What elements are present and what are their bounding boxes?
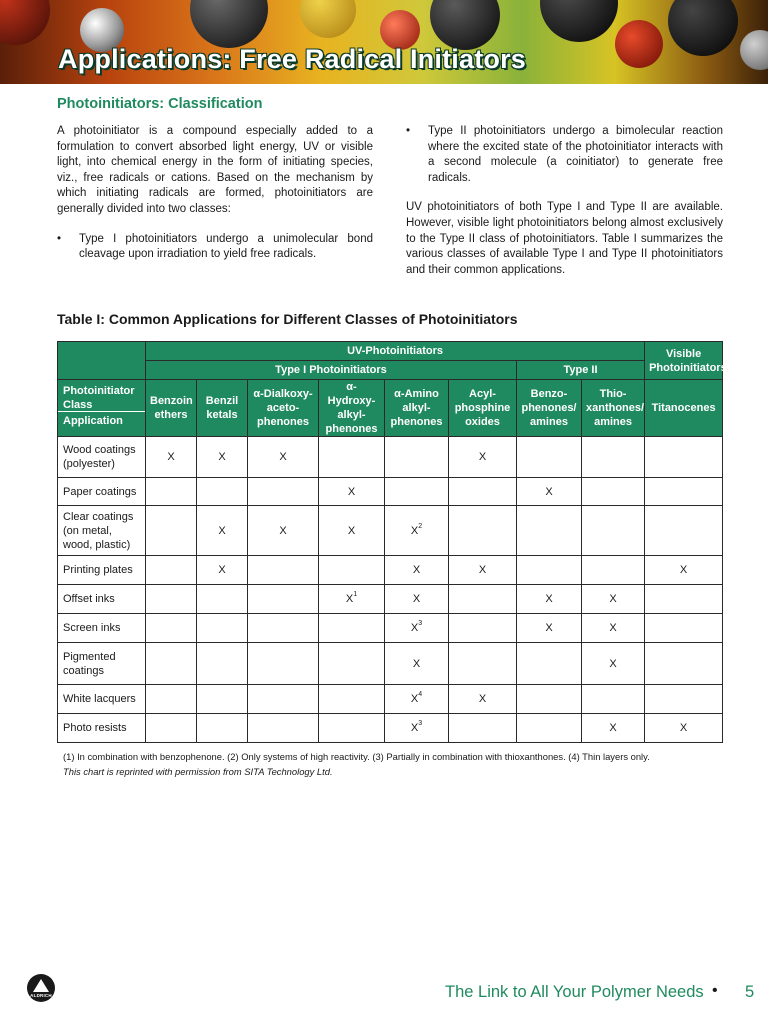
mark-cell — [449, 685, 517, 714]
mark-cell — [248, 643, 319, 685]
mark-cell — [248, 714, 319, 743]
mark-value: X — [609, 722, 617, 734]
column-header-line: phenones/ — [521, 402, 577, 414]
column-header-line: aceto- — [266, 402, 300, 414]
column-header-line: α-Dialkoxy- — [253, 388, 313, 400]
application-cell — [58, 585, 146, 614]
column-header-line: alkyl- — [337, 409, 366, 421]
footnote-text: (1) In combination with benzophenone. (2) Only systems of high reactivity. (3) Partially in combination with thioxanthones. (4) Thin layers only. — [63, 751, 650, 762]
mark-value: X — [478, 451, 487, 463]
column-header-line: Benzo- — [530, 388, 568, 400]
mark-value: X — [545, 593, 553, 605]
table-title: Table I: Common Applications for Different Classes of Photoinitiators — [57, 311, 518, 327]
application-line: Photo resists — [63, 722, 127, 734]
application-cell — [58, 506, 146, 556]
application-cell — [58, 478, 146, 506]
molecule-ball-decor — [615, 20, 663, 68]
mark-value: X — [218, 524, 226, 537]
application-line: wood, plastic) — [63, 538, 131, 551]
application-line: White lacquers — [63, 693, 136, 705]
type2-header: Type II — [517, 361, 645, 380]
bullet-type1 — [57, 232, 373, 263]
uv-header: UV-Photoinitiators — [146, 342, 645, 361]
mark-cell — [146, 478, 197, 506]
credit-text: This chart is reprinted with permission from SITA Technology Ltd. — [63, 766, 333, 777]
footnote-ref: 3 — [418, 620, 423, 627]
logo-triangle — [33, 979, 49, 992]
column-header — [146, 380, 197, 437]
application-label: Application — [58, 411, 145, 430]
type1-header: Type I Photoinitiators — [146, 361, 517, 380]
mark-value: $X^2$ — [410, 522, 423, 537]
table-row — [58, 685, 723, 714]
mark-cell — [517, 614, 582, 643]
mark-cell — [385, 714, 449, 743]
mark-cell — [146, 643, 197, 685]
table-row — [58, 506, 723, 556]
mark-value: X — [679, 722, 688, 734]
mark-cell — [645, 437, 723, 478]
mark-cell — [449, 643, 517, 685]
table-row — [58, 478, 723, 506]
mark-cell — [385, 506, 449, 556]
summary-paragraph: UV photoinitiators of both Type I and Type II are available. However, visible light photoinitiators belong almost exclusively to the Type II class of photoinitiators. Table I summarizes the various classes of available Type I and Type II photoinitiators and their common applications. — [406, 201, 723, 276]
mark-cell — [146, 714, 197, 743]
table-row — [58, 643, 723, 685]
column-header-line: Benzil — [205, 395, 239, 407]
mark-value: X — [609, 657, 617, 670]
mark-cell — [645, 714, 723, 743]
mark-cell — [645, 506, 723, 556]
mark-cell — [645, 478, 723, 506]
application-cell — [58, 556, 146, 585]
column-header — [248, 380, 319, 437]
mark-value: X — [218, 451, 226, 463]
column-header — [449, 380, 517, 437]
application-line: Clear coatings — [63, 510, 134, 523]
footnote-ref: 3 — [418, 720, 423, 727]
section-heading: Photoinitiators: Classification — [57, 96, 263, 112]
header-banner — [0, 0, 768, 84]
bullet-type2 — [406, 124, 723, 186]
table-row — [58, 556, 723, 585]
mark-value: $X^3$ — [410, 620, 423, 634]
application-line: Printing plates — [63, 564, 133, 576]
application-line: Paper coatings — [63, 485, 137, 498]
mark-cell — [248, 614, 319, 643]
column-header-line: α-Hydroxy- — [327, 381, 376, 407]
mark-cell — [517, 643, 582, 685]
logo-text: ALDRICH — [30, 993, 52, 998]
mark-cell — [319, 643, 385, 685]
application-cell — [58, 714, 146, 743]
mark-cell — [146, 556, 197, 585]
mark-cell — [319, 685, 385, 714]
mark-cell — [197, 643, 248, 685]
column-header-line: amines — [530, 416, 568, 428]
mark-value: X — [478, 693, 487, 705]
mark-value: X — [218, 564, 226, 576]
mark-cell — [248, 585, 319, 614]
mark-cell — [197, 506, 248, 556]
mark-cell — [517, 556, 582, 585]
mark-cell — [449, 556, 517, 585]
mark-cell — [517, 506, 582, 556]
mark-cell — [146, 585, 197, 614]
mark-value: X — [167, 451, 175, 463]
mark-cell — [582, 585, 645, 614]
mark-value: X — [347, 524, 356, 537]
mark-cell — [248, 685, 319, 714]
bullet-type1-text: Type I photoinitiators undergo a unimolecular bond cleavage upon irradiation to yield free radicals. — [79, 232, 373, 261]
column-header-line: Titanocenes — [651, 402, 716, 414]
mark-cell — [645, 556, 723, 585]
column-header-line: ketals — [206, 409, 238, 421]
footnotes — [63, 749, 650, 779]
molecule-ball-decor — [190, 0, 268, 48]
mark-cell — [517, 585, 582, 614]
page-title: Applications: Free Radical Initiators — [58, 44, 526, 74]
molecule-ball-decor — [430, 0, 500, 50]
mark-value: X — [478, 564, 487, 576]
mark-cell — [449, 614, 517, 643]
mark-cell — [449, 437, 517, 478]
column-header — [645, 380, 723, 437]
column-header-line: xanthones/ — [586, 402, 645, 414]
mark-cell — [582, 714, 645, 743]
mark-cell — [197, 714, 248, 743]
column-header — [319, 380, 385, 437]
column-header-line: α-Amino — [394, 388, 439, 400]
mark-cell — [517, 685, 582, 714]
table-row — [58, 714, 723, 743]
mark-cell — [385, 643, 449, 685]
mark-cell — [385, 685, 449, 714]
footer-bullet: • — [712, 982, 718, 999]
column-header-line: Benzoin — [150, 395, 193, 407]
intro-paragraph: A photoinitiator is a compound especially added to a formulation to convert absorbed light energy, UV or visible light, into chemical energy in the form of initiating species, viz., free radicals or cations. Based on the mechanism by which initiating radicals are formed, photoinitiators are generally divided into two classes: — [57, 125, 373, 215]
molecule-ball-decor — [740, 30, 768, 70]
table-corner — [58, 342, 146, 380]
molecule-ball-decor — [300, 0, 356, 38]
mark-cell — [517, 437, 582, 478]
column-header-line: phosphine — [454, 402, 511, 414]
bullet-dot: • — [57, 232, 62, 245]
application-line: (on metal, — [63, 524, 112, 537]
left-column — [57, 124, 373, 277]
mark-cell — [146, 506, 197, 556]
mark-value: X — [279, 451, 287, 463]
mark-value: X — [679, 564, 688, 576]
visible-header-line: Photoinitiators — [649, 361, 727, 374]
column-header-line: phenones — [257, 416, 309, 428]
mark-value: X — [347, 485, 356, 498]
column-header-line: alkyl- — [402, 402, 431, 414]
mark-cell — [645, 614, 723, 643]
mark-cell — [517, 714, 582, 743]
column-header-line: amines — [594, 416, 632, 428]
mark-value: X — [279, 524, 287, 537]
mark-cell — [146, 685, 197, 714]
application-cell — [58, 614, 146, 643]
mark-value: X — [412, 593, 421, 605]
application-line: coatings — [63, 664, 104, 677]
mark-cell — [197, 614, 248, 643]
mark-cell — [385, 556, 449, 585]
mark-cell — [146, 614, 197, 643]
mark-cell — [645, 685, 723, 714]
application-line: Offset inks — [63, 593, 115, 605]
mark-cell — [319, 585, 385, 614]
mark-cell — [385, 614, 449, 643]
column-header-line: phenones — [325, 423, 378, 435]
column-header-line: oxides — [465, 416, 500, 428]
mark-cell — [449, 478, 517, 506]
mark-value: X — [609, 593, 617, 605]
mark-value: $X^4$ — [410, 691, 423, 705]
mark-cell — [582, 506, 645, 556]
footnote-ref: 2 — [418, 522, 423, 530]
class-label-line: Photoinitiator — [63, 385, 135, 397]
mark-cell — [385, 437, 449, 478]
mark-cell — [517, 478, 582, 506]
mark-cell — [645, 585, 723, 614]
mark-cell — [319, 478, 385, 506]
column-header-line: phenones — [390, 416, 443, 428]
mark-cell — [385, 585, 449, 614]
mark-cell — [582, 643, 645, 685]
mark-cell — [582, 685, 645, 714]
application-line: Wood coatings — [63, 444, 136, 456]
bullet-dot: • — [406, 125, 411, 137]
mark-cell — [645, 643, 723, 685]
column-header — [582, 380, 645, 437]
mark-cell — [385, 478, 449, 506]
class-application-header — [58, 380, 146, 437]
mark-value: $X^3$ — [410, 720, 423, 734]
footnote-ref: 1 — [353, 591, 358, 598]
mark-cell — [248, 437, 319, 478]
mark-cell — [582, 614, 645, 643]
mark-cell — [449, 714, 517, 743]
application-cell — [58, 437, 146, 478]
application-cell — [58, 643, 146, 685]
aldrich-logo-icon — [27, 974, 55, 1002]
class-label-line: Class — [63, 399, 93, 411]
table-row — [58, 437, 723, 478]
column-header-line: Acyl- — [469, 388, 496, 400]
mark-value: X — [545, 485, 553, 498]
column-header — [385, 380, 449, 437]
application-line: (polyester) — [63, 458, 115, 470]
mark-cell — [197, 585, 248, 614]
column-header-line: ethers — [154, 409, 188, 421]
visible-header — [645, 342, 727, 380]
mark-cell — [248, 556, 319, 585]
class-label — [58, 380, 145, 411]
molecule-ball-decor — [668, 0, 738, 56]
column-header-line: Thio- — [599, 388, 627, 400]
mark-cell — [248, 506, 319, 556]
mark-cell — [197, 685, 248, 714]
mark-cell — [319, 714, 385, 743]
page-number: 5 — [745, 983, 755, 1001]
mark-cell — [319, 556, 385, 585]
application-cell — [58, 685, 146, 714]
mark-cell — [197, 437, 248, 478]
mark-value: $X^1$ — [345, 591, 358, 605]
mark-value: X — [412, 564, 421, 576]
footer-tagline: The Link to All Your Polymer Needs — [445, 983, 704, 1001]
mark-cell — [197, 556, 248, 585]
application-line: Screen inks — [63, 622, 121, 634]
mark-cell — [449, 506, 517, 556]
table-row — [58, 585, 723, 614]
mark-value: X — [609, 622, 617, 634]
molecule-ball-decor — [540, 0, 618, 42]
mark-cell — [146, 437, 197, 478]
column-header — [517, 380, 582, 437]
mark-value: X — [412, 657, 421, 670]
column-header — [197, 380, 248, 437]
applications-table — [57, 341, 727, 743]
table-row — [58, 614, 723, 643]
mark-cell — [319, 506, 385, 556]
mark-cell — [319, 614, 385, 643]
mark-cell — [582, 478, 645, 506]
mark-cell — [197, 478, 248, 506]
application-line: Pigmented — [63, 650, 116, 663]
right-column — [406, 124, 723, 292]
mark-cell — [582, 556, 645, 585]
visible-header-line: Visible — [665, 347, 702, 360]
molecule-ball-decor — [0, 0, 50, 45]
bullet-type2-text: Type II photoinitiators undergo a bimolecular reaction where the excited state of the photoinitiator interacts with a second molecule (a coinitiator) to generate free radicals. — [428, 125, 723, 184]
mark-cell — [248, 478, 319, 506]
mark-cell — [449, 585, 517, 614]
mark-value: X — [545, 622, 553, 634]
footnote-ref: 4 — [418, 691, 423, 698]
mark-cell — [319, 437, 385, 478]
mark-cell — [582, 437, 645, 478]
